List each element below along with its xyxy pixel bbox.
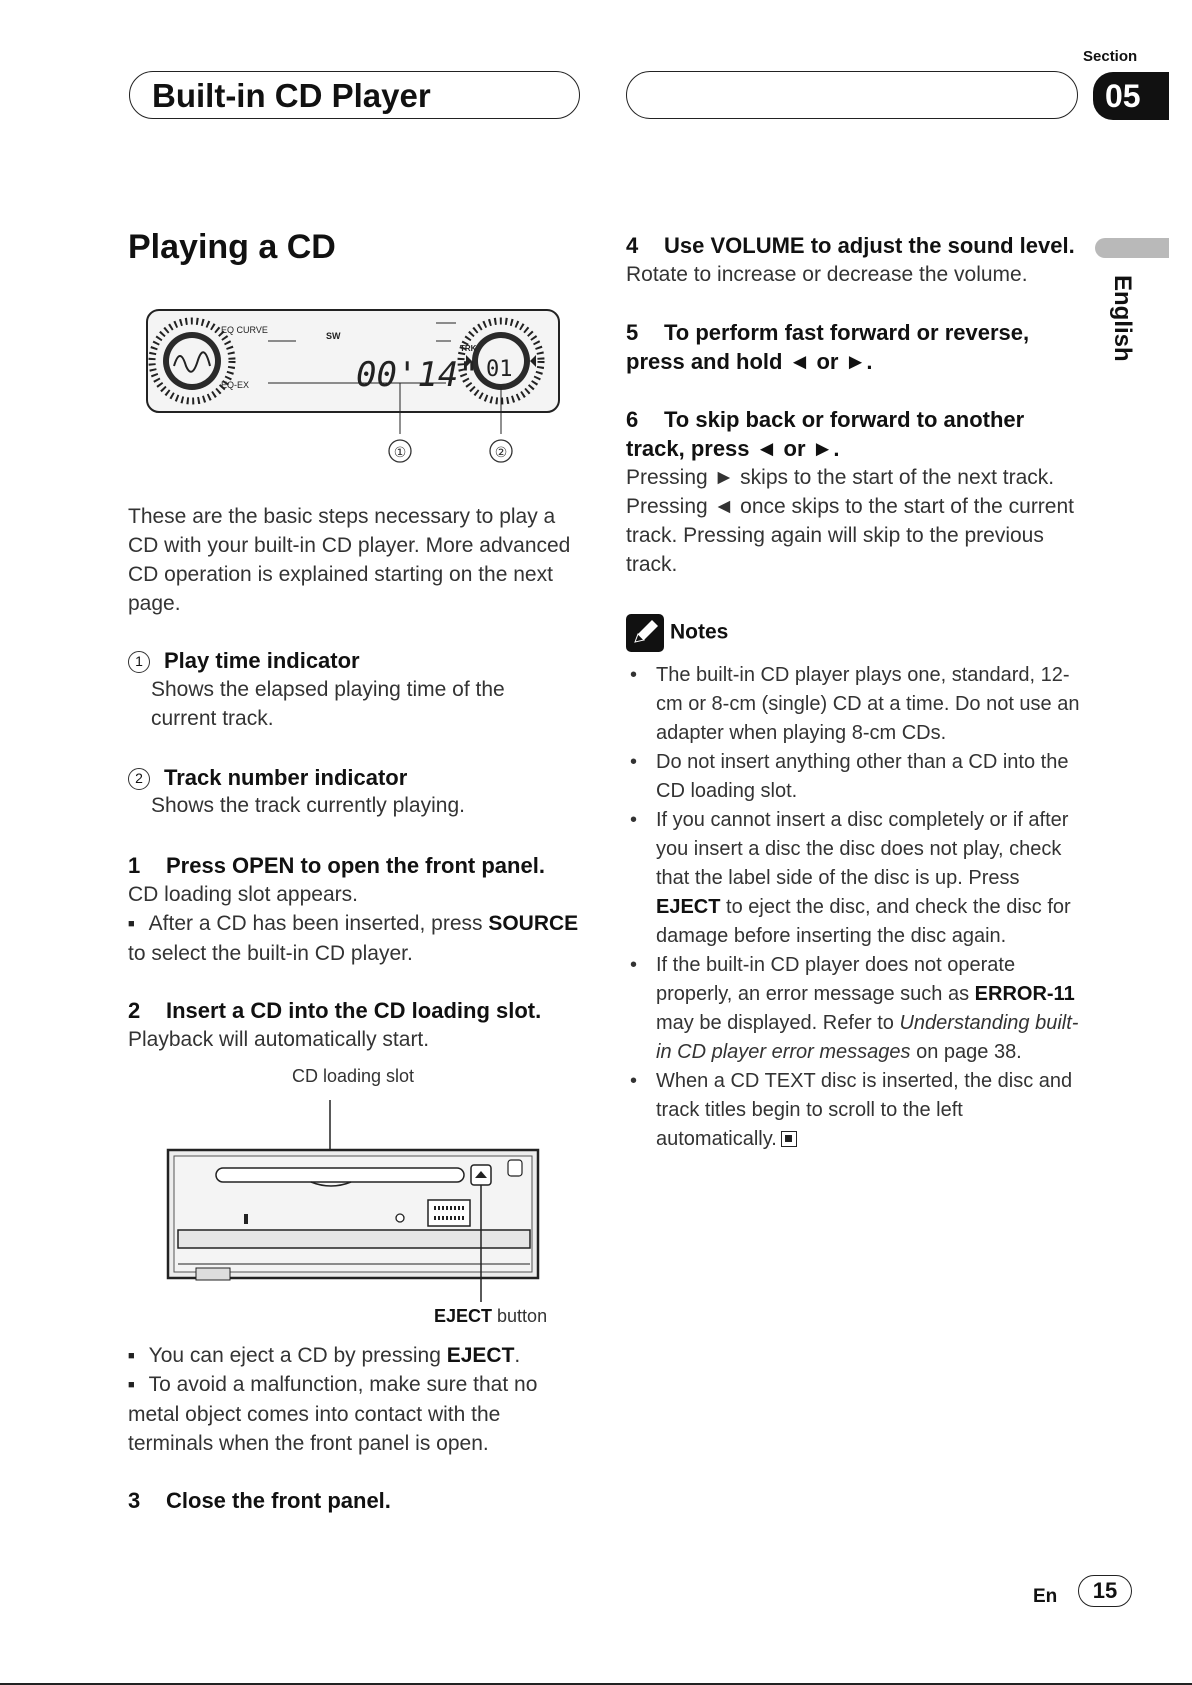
side-tab-marker (1095, 238, 1169, 258)
step-5-title: 5 To perform fast forward or reverse, press and hold ◄ or ►. (626, 320, 1030, 374)
step-6-text: Pressing ► skips to the start of the next track. Pressing ◄ once skips to the start of the current track. Pressing again will skip to the previous track. (626, 466, 1074, 576)
indicator-2-desc: Shows the track currently playing. (151, 794, 465, 817)
page-heading: Playing a CD (128, 228, 336, 266)
eject-note: ■ You can eject a CD by pressing EJECT. (128, 1344, 521, 1367)
indicator-2-label: Track number indicator (164, 765, 408, 790)
play-time-readout: 00'14" (356, 355, 479, 395)
display-illustration (146, 308, 562, 468)
step-2-title: 2 Insert a CD into the CD loading slot. (128, 998, 542, 1023)
indicator-2-title (128, 763, 407, 792)
indicator-1-title (128, 646, 360, 675)
step-3-title: 3 Close the front panel. (128, 1488, 391, 1513)
section-number: 05 (1093, 72, 1169, 120)
page-header-title: Built-in CD Player (152, 77, 431, 114)
terminal-note: ■ To avoid a malfunction, make sure that no metal object comes into contact with the terminals when the front panel is open. (128, 1373, 538, 1455)
track-number-readout: 01 (486, 357, 513, 382)
footer-language: En (1033, 1586, 1058, 1607)
note-item: • Do not insert anything other than a CD into the CD loading slot. (626, 748, 1082, 806)
eq-ex-label: EQ-EX (221, 380, 250, 390)
indicator-1-desc: Shows the elapsed playing time of the current track. (151, 678, 505, 730)
terminal-icon (428, 1200, 470, 1226)
end-mark-icon (781, 1131, 797, 1147)
pencil-note-icon (626, 614, 664, 652)
notes-list (626, 661, 1082, 1154)
header-title-pill (129, 71, 580, 119)
note-item: • If you cannot insert a disc completely or if after you insert a disc the disc does not play, check that the label side of the disc is up. Press EJECT to eject the disc, and check the disc for damage before inserting the disc again. (626, 806, 1082, 951)
cd-slot-illustration (166, 1092, 546, 1307)
sw-label: SW (326, 331, 341, 341)
note-item: • When a CD TEXT disc is inserted, the disc and track titles begin to scroll to the left automatically. (626, 1067, 1082, 1154)
step-4-text: Rotate to increase or decrease the volume. (626, 263, 1028, 286)
step-2-text: Playback will automatically start. (128, 1028, 430, 1051)
side-tab-language: English (1109, 275, 1136, 362)
page-number: 15 (1078, 1575, 1132, 1607)
note-item: • If the built-in CD player does not operate properly, an error message such as ERROR-11 may be displayed. Refer to Understanding built-in CD player error messages on page 38. (626, 951, 1082, 1067)
cd-slot-caption: CD loading slot (292, 1066, 415, 1086)
header-empty-pill (626, 71, 1078, 119)
indicator-1-marker: 1 (128, 651, 150, 673)
eq-curve-label: EQ CURVE (221, 325, 268, 335)
callout-2: ② (494, 445, 508, 461)
indicator-2-marker: 2 (128, 768, 150, 790)
section-label: Section (1083, 48, 1138, 65)
step-4-title: 4 Use VOLUME to adjust the sound level. (626, 233, 1075, 258)
trk-label: TRK (460, 344, 477, 353)
note-item: • The built-in CD player plays one, standard, 12-cm or 8-cm (single) CD at a time. Do not use an adapter when playing 8-cm CDs. (626, 661, 1082, 748)
callout-1: ① (393, 445, 407, 461)
eject-button-caption: EJECT button (434, 1306, 548, 1326)
indicator-1-label: Play time indicator (164, 648, 360, 673)
step-1-note: ■ After a CD has been inserted, press SOURCE to select the built-in CD player. (128, 912, 579, 965)
notes-heading: Notes (626, 614, 728, 652)
step-6-title: 6 To skip back or forward to another track, press ◄ or ►. (626, 407, 1025, 461)
step-1-title: 1 Press OPEN to open the front panel. (128, 853, 545, 878)
intro-paragraph: These are the basic steps necessary to play a CD with your built-in CD player. More advanced CD operation is explained starting on the next page. (128, 505, 571, 615)
step-1-text: CD loading slot appears. (128, 883, 358, 906)
